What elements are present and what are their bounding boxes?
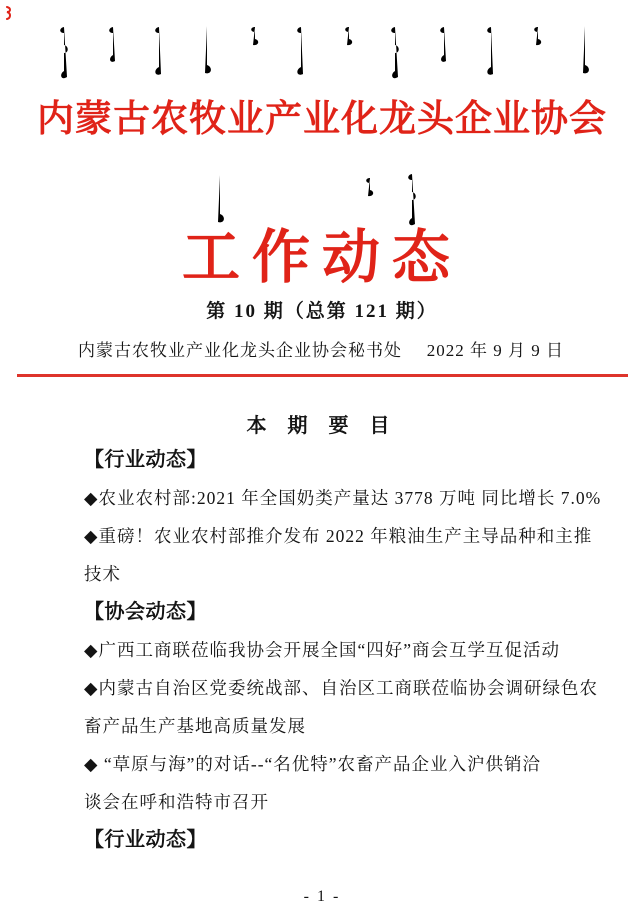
publisher-name: 内蒙古农牧业产业化龙头企业协会秘书处 [78,341,402,360]
corner-scan-mark-icon [4,6,14,20]
issue-line: 第 10 期（总第 121 期） [206,301,438,322]
mongolian-word-icon [151,25,166,77]
toc-item: ◆ “草原与海”的对话--“名优特”农畜产品企业入沪供销洽 [84,754,542,774]
toc-section-heading: 【行业动态】 [84,829,207,851]
mongolian-word-icon [247,25,261,47]
toc-item: ◆农业农村部:2021 年全国奶类产量达 3778 万吨 同比增长 7.0% [84,488,602,508]
toc-item: ◆重磅！农业农村部推介发布 2022 年粮油生产主导品种和主推 [84,526,593,546]
issue-date: 2022 年 9 月 9 日 [426,341,564,360]
mongolian-script-row-top [56,25,592,81]
toc-section-heading: 【行业动态】 [84,449,207,471]
mongolian-word-icon [387,25,403,81]
mongolian-word-icon [293,25,308,77]
mongolian-word-icon [436,25,450,65]
toc-item-continuation: 技术 [84,564,121,584]
masthead-divider-rule [17,374,628,377]
org-title: 内蒙古农牧业产业化龙头企业协会 [37,99,607,140]
toc-item: ◆广西工商联莅临我协会开展全国“四好”商会互学互促活动 [84,640,560,660]
mongolian-word-icon [362,176,376,198]
mongolian-word-icon [199,25,214,75]
mongolian-word-icon [483,25,498,77]
mongolian-word-icon [341,25,355,47]
toc-heading: 本 期 要 目 [246,415,398,437]
toc-item-continuation: 谈会在呼和浩特市召开 [84,792,269,812]
toc [84,441,602,859]
toc-section-heading: 【协会动态】 [84,601,207,623]
mongolian-word-icon [56,25,72,81]
toc-item: ◆内蒙古自治区党委统战部、自治区工商联莅临协会调研绿色农 [84,678,598,698]
bulletin-title: 工作动态 [181,225,462,290]
mongolian-word-icon [530,25,544,47]
publisher-row [0,336,644,361]
mongolian-word-icon [105,25,119,65]
toc-item-continuation: 畜产品生产基地高质量发展 [84,716,306,736]
page-number: - 1 - [303,888,341,905]
mongolian-word-icon [577,25,592,75]
